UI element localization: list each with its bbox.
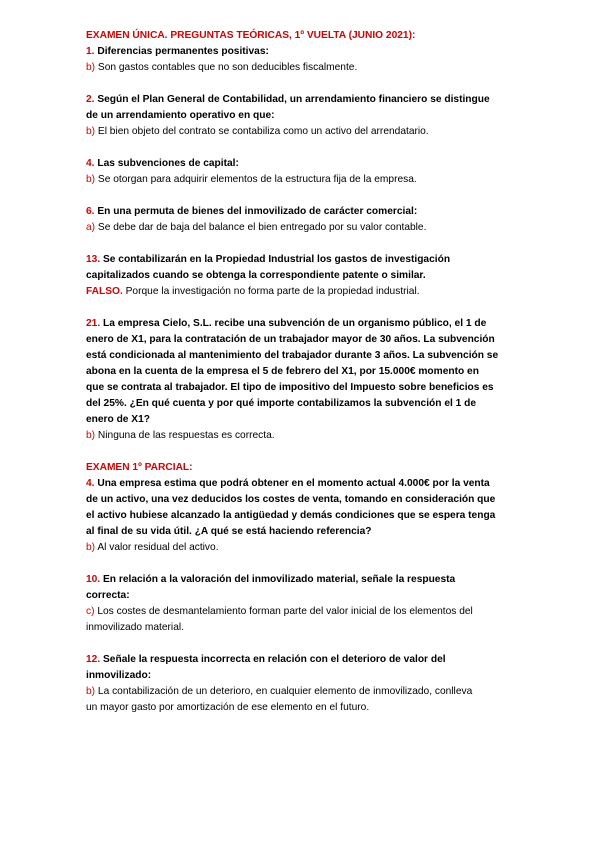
answer-text: Ninguna de las respuestas es correcta. <box>97 430 275 441</box>
question-text: al final de su vida útil. ¿A qué se está haciendo referencia? <box>86 526 372 537</box>
question-text: Se contabilizarán en la Propiedad Industrial los gastos de investigación <box>103 254 451 265</box>
partial-question-12 <box>86 652 526 716</box>
question-text: Diferencias permanentes positivas: <box>97 46 269 57</box>
question-2 <box>86 92 526 140</box>
answer-text: Porque la investigación no forma parte de la propiedad industrial. <box>125 286 420 297</box>
question-4 <box>86 156 526 188</box>
option-letter: b) <box>86 430 96 441</box>
option-letter: b) <box>86 62 96 73</box>
question-text: abona en la cuenta de la empresa el 5 de febrero del X1, por 15.000€ momento en <box>86 366 479 377</box>
question-number: 2. <box>86 94 95 105</box>
question-text: La empresa Cielo, S.L. recibe una subvención de un organismo público, el 1 de <box>103 318 487 329</box>
exam-heading-parcial: EXAMEN 1º PARCIAL: <box>86 462 193 473</box>
answer-text: Se debe dar de baja del balance el bien entregado por su valor contable. <box>97 222 427 233</box>
question-21 <box>86 316 526 444</box>
question-text: del 25%. ¿En qué cuenta y por qué importe contabilizamos la subvención el 1 de <box>86 398 477 409</box>
answer-text: Al valor residual del activo. <box>97 542 219 553</box>
question-6 <box>86 204 526 236</box>
question-number: 21. <box>86 318 101 329</box>
question-text: Una empresa estima que podrá obtener en el momento actual 4.000€ por la venta <box>97 478 490 489</box>
question-number: 6. <box>86 206 95 217</box>
answer-text: Son gastos contables que no son deducibles fiscalmente. <box>97 62 358 73</box>
option-letter: a) <box>86 222 96 233</box>
question-1 <box>86 44 526 76</box>
question-number: 1. <box>86 46 95 57</box>
document-page <box>86 28 526 716</box>
question-text: inmovilizado: <box>86 670 152 681</box>
answer-text: La contabilización de un deterioro, en cualquier elemento de inmovilizado, conlleva <box>97 686 473 697</box>
question-text: enero de X1? <box>86 414 150 425</box>
partial-question-4 <box>86 476 526 556</box>
question-text: de un arrendamiento operativo en que: <box>86 110 275 121</box>
question-text: Señale la respuesta incorrecta en relación con el deterioro de valor del <box>103 654 446 665</box>
question-text: que se contrata al trabajador. El tipo de impositivo del Impuesto sobre beneficios es <box>86 382 494 393</box>
answer-text: El bien objeto del contrato se contabiliza como un activo del arrendatario. <box>97 126 429 137</box>
question-text: Las subvenciones de capital: <box>97 158 239 169</box>
option-letter: b) <box>86 542 96 553</box>
verdict-label: FALSO. <box>86 286 123 297</box>
question-number: 12. <box>86 654 101 665</box>
answer-text: Los costes de desmantelamiento forman parte del valor inicial de los elementos del <box>97 606 473 617</box>
question-text: está condicionada al mantenimiento del trabajador durante 3 años. La subvención se <box>86 350 499 361</box>
question-number: 4. <box>86 478 95 489</box>
question-text: enero de X1, para la contratación de un trabajador mayor de 30 años. La subvención <box>86 334 495 345</box>
option-letter: b) <box>86 174 96 185</box>
exam-heading-unica: EXAMEN ÚNICA. PREGUNTAS TEÓRICAS, 1º VUELTA (JUNIO 2021): <box>86 30 416 41</box>
question-text: En una permuta de bienes del inmovilizado de carácter comercial: <box>97 206 418 217</box>
answer-text: inmovilizado material. <box>86 622 184 633</box>
question-text: Según el Plan General de Contabilidad, un arrendamiento financiero se distingue <box>97 94 490 105</box>
answer-text: un mayor gasto por amortización de ese elemento en el futuro. <box>86 702 370 713</box>
question-number: 4. <box>86 158 95 169</box>
question-text: capitalizados cuando se obtenga la correspondiente patente o similar. <box>86 270 426 281</box>
option-letter: c) <box>86 606 95 617</box>
question-text: el activo hubiese alcanzado la antigüedad y demás condiciones que se espera tenga <box>86 510 496 521</box>
question-number: 10. <box>86 574 101 585</box>
question-number: 13. <box>86 254 101 265</box>
question-text: de un activo, una vez deducidos los costes de venta, tomando en consideración que <box>86 494 496 505</box>
answer-text: Se otorgan para adquirir elementos de la estructura fija de la empresa. <box>97 174 417 185</box>
partial-question-10 <box>86 572 526 636</box>
question-text: correcta: <box>86 590 130 601</box>
question-13 <box>86 252 526 300</box>
option-letter: b) <box>86 126 96 137</box>
option-letter: b) <box>86 686 96 697</box>
question-text: En relación a la valoración del inmovilizado material, señale la respuesta <box>103 574 456 585</box>
